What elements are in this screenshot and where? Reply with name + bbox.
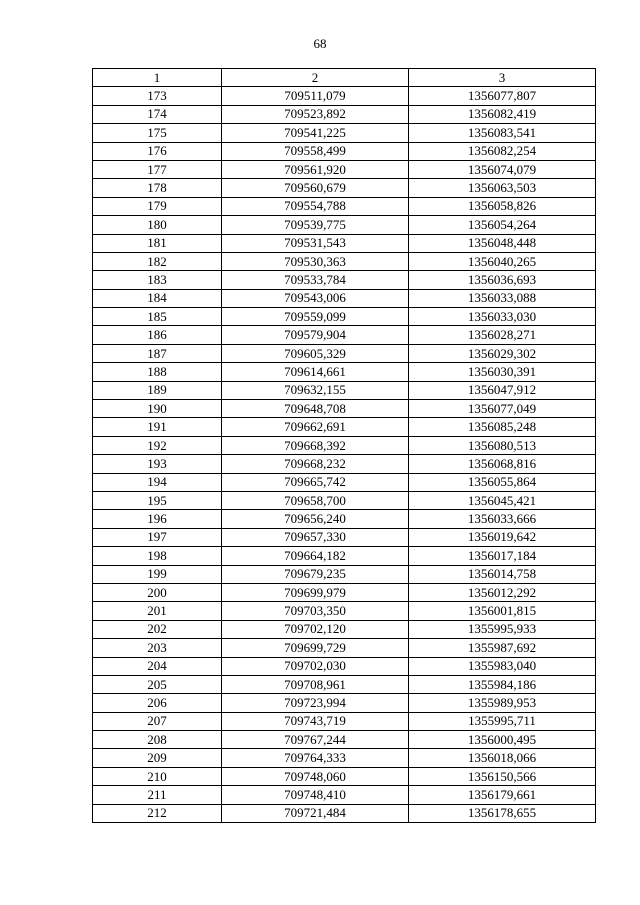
y-coordinate-cell: 1356019,642 (409, 528, 596, 546)
y-coordinate-cell: 1356048,448 (409, 234, 596, 252)
table-row (93, 344, 596, 362)
table-row (93, 252, 596, 270)
point-number-cell: 207 (93, 712, 222, 730)
x-coordinate-cell: 709668,232 (222, 455, 409, 473)
x-coordinate-cell: 709679,235 (222, 565, 409, 583)
table-row (93, 179, 596, 197)
column-header-1: 1 (93, 69, 222, 87)
point-number-cell: 180 (93, 216, 222, 234)
table-row (93, 436, 596, 454)
table-row (93, 804, 596, 822)
x-coordinate-cell: 709632,155 (222, 381, 409, 399)
y-coordinate-cell: 1356178,655 (409, 804, 596, 822)
y-coordinate-cell: 1356012,292 (409, 583, 596, 601)
point-number-cell: 197 (93, 528, 222, 546)
point-number-cell: 209 (93, 749, 222, 767)
y-coordinate-cell: 1356047,912 (409, 381, 596, 399)
y-coordinate-cell: 1356082,254 (409, 142, 596, 160)
y-coordinate-cell: 1356030,391 (409, 363, 596, 381)
table-row (93, 602, 596, 620)
table-row (93, 473, 596, 491)
x-coordinate-cell: 709530,363 (222, 252, 409, 270)
point-number-cell: 205 (93, 675, 222, 693)
y-coordinate-cell: 1356036,693 (409, 271, 596, 289)
table-row (93, 216, 596, 234)
x-coordinate-cell: 709767,244 (222, 731, 409, 749)
table-row (93, 87, 596, 105)
point-number-cell: 188 (93, 363, 222, 381)
x-coordinate-cell: 709657,330 (222, 528, 409, 546)
x-coordinate-cell: 709748,410 (222, 786, 409, 804)
y-coordinate-cell: 1356077,807 (409, 87, 596, 105)
x-coordinate-cell: 709541,225 (222, 124, 409, 142)
y-coordinate-cell: 1355995,711 (409, 712, 596, 730)
y-coordinate-cell: 1356082,419 (409, 105, 596, 123)
table-row (93, 308, 596, 326)
x-coordinate-cell: 709531,543 (222, 234, 409, 252)
x-coordinate-cell: 709723,994 (222, 694, 409, 712)
point-number-cell: 183 (93, 271, 222, 289)
point-number-cell: 176 (93, 142, 222, 160)
page-number: 68 (313, 36, 327, 51)
table-row (93, 289, 596, 307)
point-number-cell: 203 (93, 639, 222, 657)
table-row (93, 455, 596, 473)
y-coordinate-cell: 1356068,816 (409, 455, 596, 473)
table-row (93, 731, 596, 749)
x-coordinate-cell: 709665,742 (222, 473, 409, 491)
table-row (93, 657, 596, 675)
coordinates-table (92, 68, 596, 823)
x-coordinate-cell: 709648,708 (222, 400, 409, 418)
table-row (93, 547, 596, 565)
x-coordinate-cell: 709539,775 (222, 216, 409, 234)
table-row (93, 160, 596, 178)
point-number-cell: 174 (93, 105, 222, 123)
table-row (93, 786, 596, 804)
point-number-cell: 204 (93, 657, 222, 675)
y-coordinate-cell: 1355984,186 (409, 675, 596, 693)
header-row (93, 69, 596, 87)
point-number-cell: 200 (93, 583, 222, 601)
point-number-cell: 206 (93, 694, 222, 712)
y-coordinate-cell: 1356028,271 (409, 326, 596, 344)
x-coordinate-cell: 709664,182 (222, 547, 409, 565)
x-coordinate-cell: 709743,719 (222, 712, 409, 730)
x-coordinate-cell: 709511,079 (222, 87, 409, 105)
point-number-cell: 178 (93, 179, 222, 197)
x-coordinate-cell: 709708,961 (222, 675, 409, 693)
point-number-cell: 191 (93, 418, 222, 436)
table-row (93, 712, 596, 730)
y-coordinate-cell: 1356179,661 (409, 786, 596, 804)
x-coordinate-cell: 709668,392 (222, 436, 409, 454)
y-coordinate-cell: 1356001,815 (409, 602, 596, 620)
point-number-cell: 199 (93, 565, 222, 583)
table-row (93, 381, 596, 399)
point-number-cell: 186 (93, 326, 222, 344)
point-number-cell: 210 (93, 767, 222, 785)
point-number-cell: 194 (93, 473, 222, 491)
y-coordinate-cell: 1355983,040 (409, 657, 596, 675)
table-row (93, 694, 596, 712)
x-coordinate-cell: 709558,499 (222, 142, 409, 160)
x-coordinate-cell: 709559,099 (222, 308, 409, 326)
point-number-cell: 193 (93, 455, 222, 473)
x-coordinate-cell: 709699,979 (222, 583, 409, 601)
y-coordinate-cell: 1356033,030 (409, 308, 596, 326)
x-coordinate-cell: 709560,679 (222, 179, 409, 197)
table-row (93, 400, 596, 418)
table-row (93, 271, 596, 289)
column-header-2: 2 (222, 69, 409, 87)
y-coordinate-cell: 1355995,933 (409, 620, 596, 638)
y-coordinate-cell: 1355987,692 (409, 639, 596, 657)
table-row (93, 197, 596, 215)
table-row (93, 749, 596, 767)
x-coordinate-cell: 709702,030 (222, 657, 409, 675)
point-number-cell: 211 (93, 786, 222, 804)
x-coordinate-cell: 709523,892 (222, 105, 409, 123)
point-number-cell: 201 (93, 602, 222, 620)
x-coordinate-cell: 709764,333 (222, 749, 409, 767)
y-coordinate-cell: 1356058,826 (409, 197, 596, 215)
x-coordinate-cell: 709748,060 (222, 767, 409, 785)
table-row (93, 142, 596, 160)
point-number-cell: 179 (93, 197, 222, 215)
y-coordinate-cell: 1356077,049 (409, 400, 596, 418)
point-number-cell: 202 (93, 620, 222, 638)
y-coordinate-cell: 1356054,264 (409, 216, 596, 234)
point-number-cell: 192 (93, 436, 222, 454)
table-row (93, 234, 596, 252)
table-row (93, 491, 596, 509)
y-coordinate-cell: 1356074,079 (409, 160, 596, 178)
x-coordinate-cell: 709702,120 (222, 620, 409, 638)
y-coordinate-cell: 1356033,088 (409, 289, 596, 307)
point-number-cell: 175 (93, 124, 222, 142)
y-coordinate-cell: 1356055,864 (409, 473, 596, 491)
point-number-cell: 185 (93, 308, 222, 326)
y-coordinate-cell: 1356045,421 (409, 491, 596, 509)
x-coordinate-cell: 709561,920 (222, 160, 409, 178)
x-coordinate-cell: 709533,784 (222, 271, 409, 289)
point-number-cell: 173 (93, 87, 222, 105)
table-row (93, 620, 596, 638)
y-coordinate-cell: 1356085,248 (409, 418, 596, 436)
column-header-3: 3 (409, 69, 596, 87)
y-coordinate-cell: 1355989,953 (409, 694, 596, 712)
x-coordinate-cell: 709656,240 (222, 510, 409, 528)
point-number-cell: 208 (93, 731, 222, 749)
table-body (93, 87, 596, 823)
point-number-cell: 177 (93, 160, 222, 178)
table-row (93, 418, 596, 436)
y-coordinate-cell: 1356080,513 (409, 436, 596, 454)
x-coordinate-cell: 709699,729 (222, 639, 409, 657)
y-coordinate-cell: 1356018,066 (409, 749, 596, 767)
y-coordinate-cell: 1356014,758 (409, 565, 596, 583)
table-row (93, 124, 596, 142)
point-number-cell: 212 (93, 804, 222, 822)
point-number-cell: 196 (93, 510, 222, 528)
x-coordinate-cell: 709605,329 (222, 344, 409, 362)
y-coordinate-cell: 1356017,184 (409, 547, 596, 565)
table-row (93, 510, 596, 528)
x-coordinate-cell: 709721,484 (222, 804, 409, 822)
point-number-cell: 195 (93, 491, 222, 509)
point-number-cell: 190 (93, 400, 222, 418)
table-row (93, 583, 596, 601)
x-coordinate-cell: 709554,788 (222, 197, 409, 215)
table-row (93, 105, 596, 123)
y-coordinate-cell: 1356063,503 (409, 179, 596, 197)
table-row (93, 639, 596, 657)
table-row (93, 767, 596, 785)
table-row (93, 363, 596, 381)
x-coordinate-cell: 709543,006 (222, 289, 409, 307)
point-number-cell: 189 (93, 381, 222, 399)
y-coordinate-cell: 1356033,666 (409, 510, 596, 528)
table-row (93, 326, 596, 344)
y-coordinate-cell: 1356000,495 (409, 731, 596, 749)
y-coordinate-cell: 1356083,541 (409, 124, 596, 142)
y-coordinate-cell: 1356029,302 (409, 344, 596, 362)
x-coordinate-cell: 709579,904 (222, 326, 409, 344)
x-coordinate-cell: 709662,691 (222, 418, 409, 436)
x-coordinate-cell: 709614,661 (222, 363, 409, 381)
x-coordinate-cell: 709703,350 (222, 602, 409, 620)
table-row (93, 675, 596, 693)
y-coordinate-cell: 1356040,265 (409, 252, 596, 270)
y-coordinate-cell: 1356150,566 (409, 767, 596, 785)
table-header (93, 69, 596, 87)
point-number-cell: 198 (93, 547, 222, 565)
point-number-cell: 181 (93, 234, 222, 252)
x-coordinate-cell: 709658,700 (222, 491, 409, 509)
point-number-cell: 184 (93, 289, 222, 307)
point-number-cell: 182 (93, 252, 222, 270)
point-number-cell: 187 (93, 344, 222, 362)
table-row (93, 565, 596, 583)
table-row (93, 528, 596, 546)
